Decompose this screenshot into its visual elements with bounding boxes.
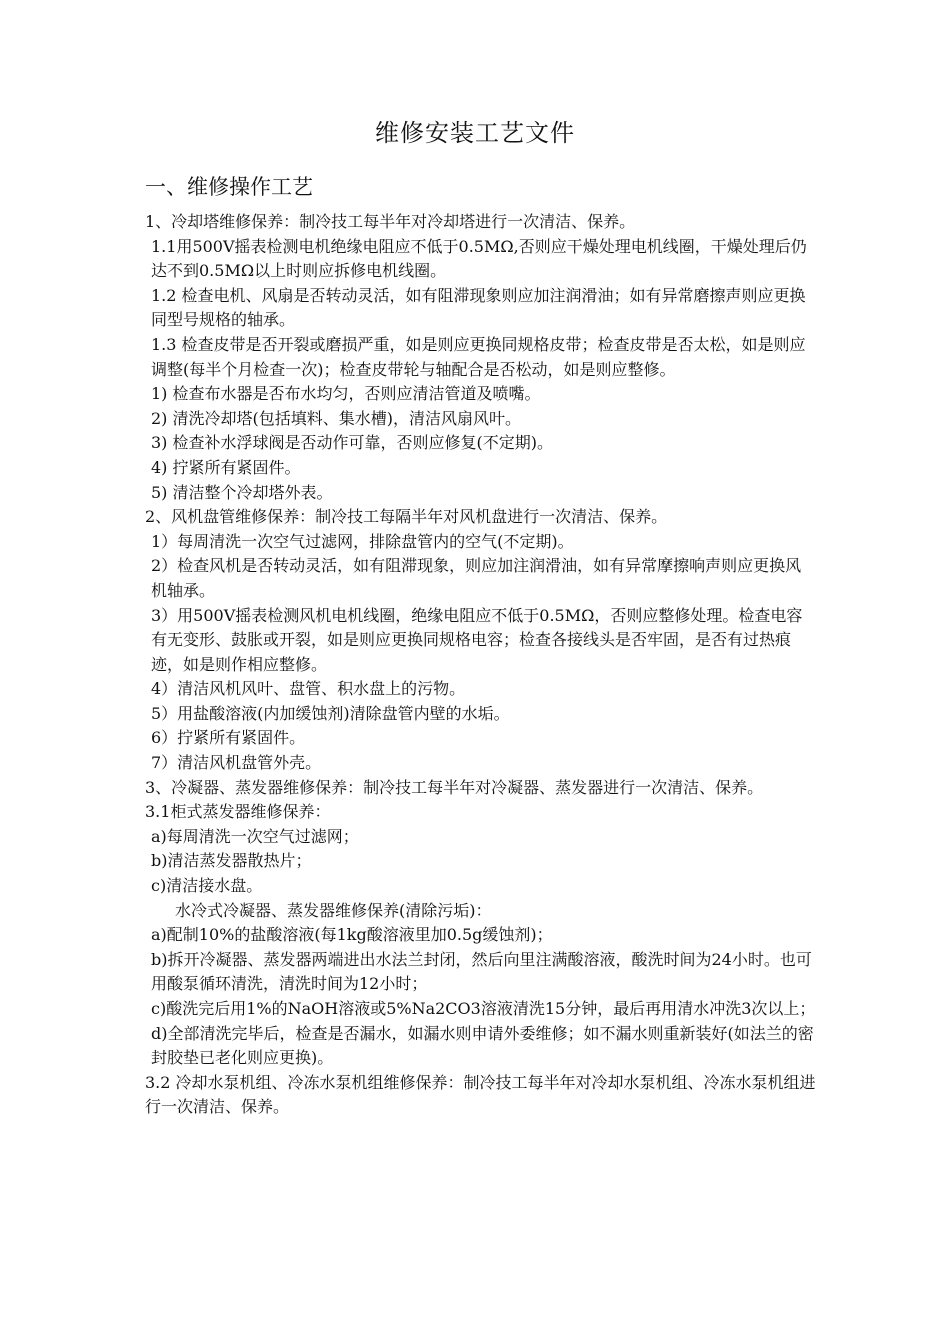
paragraph: 3、冷凝器、蒸发器维修保养：制冷技工每半年对冷凝器、蒸发器进行一次清洁、保养。	[145, 777, 764, 797]
paragraph: 5）用盐酸溶液(内加缓蚀剂)清除盘管内壁的水垢。	[151, 703, 510, 723]
paragraph: 7）清洁风机盘管外壳。	[151, 753, 322, 773]
paragraph: 1.2 检查电机、风扇是否转动灵活，如有阻滞现象则应加注润滑油；如有异常磨擦声则应更换同型号规格的轴承。	[151, 285, 806, 330]
paragraph: 水冷式冷凝器、蒸发器维修保养(清除污垢)：	[175, 900, 492, 920]
paragraph: 1.1用500Ⅴ摇表检测电机绝缘电阻应不低于0.5MΩ,否则应干燥处理电机线圈，干燥处理后仍达不到0.5MΩ以上时则应拆修电机线圈。	[151, 236, 807, 281]
paragraph: 6）拧紧所有紧固件。	[151, 728, 306, 748]
paragraph: 3.1柜式蒸发器维修保养：	[145, 802, 331, 822]
paragraph: b)清洁蒸发器散热片；	[151, 851, 312, 871]
paragraph: 3) 检查补水浮球阀是否动作可靠，否则应修复(不定期)。	[151, 433, 553, 453]
section-heading: 一、维修操作工艺	[145, 175, 313, 199]
paragraph: 2) 清洗冷却塔(包括填料、集水槽)，清洁风扇风叶。	[151, 408, 521, 428]
paragraph: a)每周清洗一次空气过滤网；	[151, 826, 359, 846]
paragraph: 1.3 检查皮带是否开裂或磨损严重，如是则应更换同规格皮带；检查皮带是否太松，如是则应调整(每半个月检查一次)；检查皮带轮与轴配合是否松动，如是则应整修。	[151, 334, 806, 379]
paragraph: 1）每周清洗一次空气过滤网，排除盘管内的空气(不定期)。	[151, 531, 574, 551]
document-body	[145, 210, 817, 1120]
paragraph: 4) 拧紧所有紧固件。	[151, 457, 301, 477]
paragraph: b)拆开冷凝器、蒸发器两端进出水法兰封闭，然后向里注满酸溶液，酸洗时间为24小时。也可用酸泵循环清洗，清洗时间为12小时；	[151, 949, 812, 994]
paragraph: 1) 检查布水器是否布水均匀，否则应清洁管道及喷嘴。	[151, 384, 541, 404]
paragraph: c)酸洗完后用1%的NaOH溶液或5%Na2CO3溶液清洗15分钟，最后再用清水冲洗3次以上；	[151, 999, 816, 1018]
paragraph: d)全部清洗完毕后，检查是否漏水，如漏水则申请外委维修；如不漏水则重新装好(如法兰的密封胶垫已老化则应更换)。	[151, 1023, 814, 1068]
paragraph: 3）用500V摇表检测风机电机线圈，绝缘电阻应不低于0.5MΩ，否则应整修处理。检查电容有无变形、鼓胀或开裂，如是则应更换同规格电容；检查各接线头是否牢固，是否有过热痕迹，如是则作相应整修。	[151, 605, 803, 674]
paragraph: 1、冷却塔维修保养：制冷技工每半年对冷却塔进行一次清洁、保养。	[145, 212, 636, 231]
document-title: 维修安装工艺文件	[375, 119, 575, 147]
paragraph: 5) 清洁整个冷却塔外表。	[151, 482, 333, 502]
paragraph: 2、风机盘管维修保养：制冷技工每隔半年对风机盘进行一次清洁、保养。	[145, 507, 668, 527]
paragraph: 4）清洁风机风叶、盘管、积水盘上的污物。	[151, 679, 466, 699]
paragraph: a)配制10%的盐酸溶液(每1kg酸溶液里加0.5g缓蚀剂)；	[151, 925, 553, 945]
paragraph: c)清洁接水盘。	[151, 876, 263, 896]
paragraph: 3.2 冷却水泵机组、冷冻水泵机组维修保养：制冷技工每半年对冷却水泵机组、冷冻水泵机组进行一次清洁、保养。	[145, 1072, 816, 1117]
paragraph: 2）检查风机是否转动灵活，如有阻滞现象，则应加注润滑油，如有异常摩擦响声则应更换风机轴承。	[151, 556, 802, 600]
